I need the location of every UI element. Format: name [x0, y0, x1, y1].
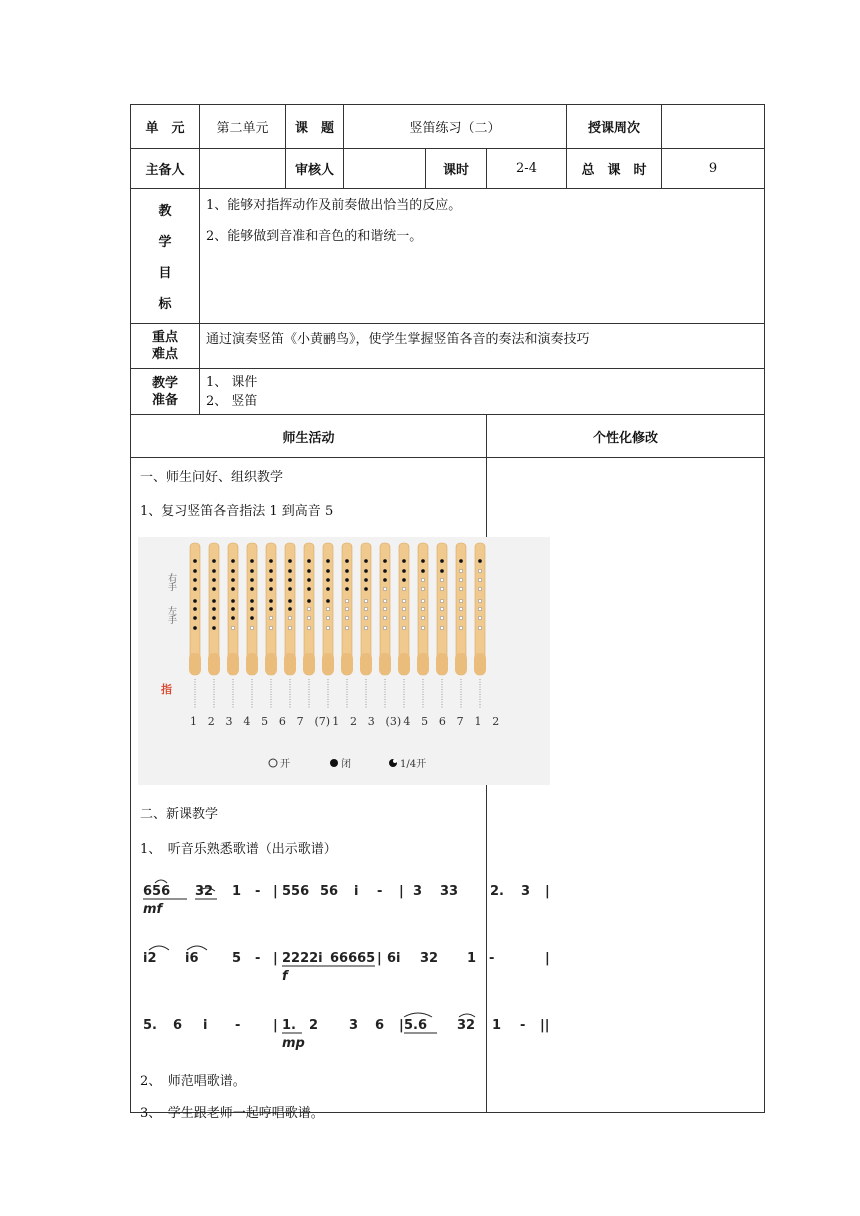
total-hours-value: 9	[662, 149, 765, 189]
unit-value: 第二单元	[200, 105, 286, 149]
recorder-bell	[474, 653, 486, 675]
finger-hole	[402, 578, 406, 582]
finger-hole	[345, 626, 349, 630]
finger-hole	[212, 599, 216, 603]
finger-hole	[193, 587, 197, 591]
finger-hole	[421, 569, 425, 573]
finger-hole	[459, 587, 463, 591]
preparation-label: 教学 准备	[131, 369, 200, 415]
recorder-bell	[227, 653, 239, 675]
finger-hole	[402, 626, 406, 630]
finger-hole	[231, 607, 235, 611]
svg-text:i6: i6	[185, 951, 199, 966]
left-hand-label: 左手	[166, 606, 176, 624]
finger-hole	[269, 626, 273, 630]
legend-closed: 闭	[341, 759, 351, 770]
finger-hole	[269, 616, 273, 620]
activity-content	[131, 458, 550, 1121]
activity-header: 师生活动	[131, 415, 487, 458]
finger-hole	[459, 616, 463, 620]
finger-hole	[402, 559, 406, 563]
finger-hole	[383, 559, 387, 563]
svg-text:-: -	[235, 1018, 241, 1033]
svg-text:5.6: 5.6	[404, 1018, 428, 1033]
goals-label: 教 学 目 标	[131, 189, 200, 324]
svg-text:5: 5	[232, 951, 242, 966]
finger-hole	[383, 569, 387, 573]
finger-hole	[288, 599, 292, 603]
note-label: 5	[261, 715, 269, 728]
svg-text:-: -	[255, 951, 261, 966]
finger-hole	[250, 599, 254, 603]
svg-text:656: 656	[143, 884, 171, 899]
finger-hole	[193, 599, 197, 603]
finger-hole	[193, 626, 197, 630]
finger-hole	[478, 626, 482, 630]
total-hours-label: 总 课 时	[567, 149, 662, 189]
finger-hole	[250, 578, 254, 582]
svg-text:|: |	[273, 951, 278, 966]
finger-hole	[364, 599, 368, 603]
finger-hole	[250, 626, 254, 630]
legend-open: 开	[280, 759, 290, 770]
finger-hole	[193, 578, 197, 582]
personalization-content	[487, 458, 765, 1113]
note-label: 2	[350, 715, 357, 728]
recorder-bell	[379, 653, 391, 675]
preparer-value	[200, 149, 286, 189]
finger-hole	[421, 616, 425, 620]
finger-hole	[307, 607, 311, 611]
finger-hole	[364, 578, 368, 582]
finger-hole	[307, 578, 311, 582]
finger-hole	[383, 599, 387, 603]
finger-hole	[345, 607, 349, 611]
svg-text:i2: i2	[143, 951, 157, 966]
finger-hole	[288, 569, 292, 573]
personalization-header: 个性化修改	[487, 415, 765, 458]
svg-text:|: |	[273, 884, 278, 899]
finger-hole	[383, 578, 387, 582]
step-listen-score: 1、 听音乐熟悉歌谱（出示歌谱）	[140, 842, 337, 857]
note-label: (7)	[314, 715, 331, 728]
finger-hole	[459, 626, 463, 630]
note-label: 6	[438, 715, 446, 728]
finger-hole	[421, 599, 425, 603]
finger-hole	[250, 616, 254, 620]
finger-hole	[402, 607, 406, 611]
goal-item: 2、能够做到音准和音色的和谐统一。	[206, 229, 423, 244]
legend-quarter: 1/4开	[400, 759, 427, 770]
finger-hole	[326, 587, 330, 591]
finger-hole	[231, 599, 235, 603]
finger-hole	[250, 569, 254, 573]
finger-hole	[307, 616, 311, 620]
unit-label: 单 元	[131, 105, 200, 149]
dynamic-f: f	[282, 969, 288, 984]
preparation-item: 2、 竖笛	[206, 393, 258, 409]
finger-hole	[383, 607, 387, 611]
finger-hole	[326, 559, 330, 563]
svg-text:32: 32	[457, 1018, 476, 1033]
note-label: 7	[296, 715, 304, 728]
finger-hole	[478, 569, 482, 573]
finger-hole	[440, 559, 444, 563]
finger-hole	[326, 607, 330, 611]
finger-hole	[345, 616, 349, 620]
finger-hole	[269, 599, 273, 603]
section-greeting: 一、师生问好、组织教学	[140, 470, 284, 485]
finger-hole	[307, 587, 311, 591]
finger-hole	[383, 616, 387, 620]
finger-hole	[364, 587, 368, 591]
finger-hole	[250, 559, 254, 563]
finger-hole	[345, 578, 349, 582]
finger-hole	[307, 569, 311, 573]
recorder-bell	[398, 653, 410, 675]
note-label: 2	[207, 715, 215, 728]
finger-hole	[231, 616, 235, 620]
note-label: 1	[474, 715, 482, 728]
finger-hole	[383, 626, 387, 630]
finger-hole	[288, 578, 292, 582]
recorder-bell	[265, 653, 277, 675]
note-label: 7	[456, 715, 464, 728]
finger-hole	[326, 569, 330, 573]
step-students-hum: 3、 学生跟老师一起哼唱歌谱。	[140, 1106, 324, 1121]
svg-text:-: -	[255, 884, 261, 899]
finger-hole	[440, 569, 444, 573]
finger-hole	[250, 607, 254, 611]
recorder-bell	[455, 653, 467, 675]
finger-hole	[326, 626, 330, 630]
svg-text:556: 556	[282, 884, 310, 899]
finger-hole	[440, 599, 444, 603]
svg-text:3: 3	[521, 884, 531, 899]
finger-hole	[421, 559, 425, 563]
finger-hole	[193, 616, 197, 620]
finger-label: 指	[161, 683, 172, 696]
note-label: 3	[367, 715, 375, 728]
finger-hole	[364, 607, 368, 611]
finger-hole	[345, 569, 349, 573]
svg-text:|: |	[377, 951, 382, 966]
note-label: (3)	[385, 715, 402, 728]
finger-hole	[212, 607, 216, 611]
week-label: 授课周次	[567, 105, 662, 149]
finger-hole	[288, 587, 292, 591]
finger-hole	[421, 626, 425, 630]
recorder-bell	[303, 653, 315, 675]
week-value	[662, 105, 765, 149]
preparation-content	[200, 369, 765, 415]
finger-hole	[440, 607, 444, 611]
preparation-item: 1、 课件	[206, 374, 258, 390]
finger-hole	[326, 599, 330, 603]
finger-hole	[307, 626, 311, 630]
svg-text:||: ||	[540, 1018, 550, 1033]
svg-text:6i: 6i	[387, 951, 401, 966]
reviewer-value	[344, 149, 426, 189]
finger-hole	[345, 559, 349, 563]
finger-hole	[459, 578, 463, 582]
open-hole-icon	[269, 759, 277, 767]
finger-hole	[231, 626, 235, 630]
finger-hole	[269, 607, 273, 611]
svg-text:2222i: 2222i	[282, 951, 323, 966]
finger-hole	[250, 587, 254, 591]
finger-hole	[212, 559, 216, 563]
svg-text:|: |	[545, 951, 550, 966]
finger-hole	[421, 607, 425, 611]
finger-hole	[345, 587, 349, 591]
svg-text:32: 32	[420, 951, 439, 966]
finger-hole	[364, 626, 368, 630]
closed-hole-icon	[330, 759, 338, 767]
note-label: 3	[225, 715, 233, 728]
svg-text:1: 1	[232, 884, 242, 899]
finger-hole	[212, 616, 216, 620]
finger-hole	[231, 559, 235, 563]
preparer-label: 主备人	[131, 149, 200, 189]
svg-text:|: |	[399, 884, 404, 899]
finger-hole	[402, 616, 406, 620]
finger-hole	[288, 607, 292, 611]
finger-hole	[345, 599, 349, 603]
svg-text:-: -	[520, 1018, 526, 1033]
finger-hole	[421, 578, 425, 582]
svg-text:3: 3	[413, 884, 423, 899]
key-points-label: 重点 难点	[131, 324, 200, 369]
svg-text:66665: 66665	[330, 951, 376, 966]
finger-hole	[288, 616, 292, 620]
finger-hole	[478, 578, 482, 582]
svg-text:32: 32	[195, 884, 214, 899]
legend	[269, 757, 426, 770]
hours-label: 课时	[426, 149, 487, 189]
note-label: 1	[190, 715, 197, 728]
finger-hole	[212, 578, 216, 582]
recorder-bell	[284, 653, 296, 675]
finger-hole	[326, 616, 330, 620]
dynamic-mp: mp	[282, 1036, 305, 1051]
note-label: 4	[243, 715, 251, 728]
finger-hole	[402, 587, 406, 591]
finger-hole	[212, 587, 216, 591]
finger-hole	[231, 578, 235, 582]
finger-hole	[364, 559, 368, 563]
step-teacher-sings: 2、 师范唱歌谱。	[140, 1074, 246, 1089]
note-label: 6	[278, 715, 286, 728]
hours-value: 2-4	[487, 149, 567, 189]
svg-text:-: -	[489, 951, 495, 966]
finger-hole	[459, 559, 463, 563]
recorder-bell	[189, 653, 201, 675]
finger-hole	[440, 578, 444, 582]
note-label: 1	[332, 715, 340, 728]
finger-hole	[440, 626, 444, 630]
finger-hole	[193, 607, 197, 611]
finger-hole	[440, 616, 444, 620]
finger-hole	[459, 569, 463, 573]
note-label: 2	[492, 715, 500, 728]
finger-hole	[231, 587, 235, 591]
svg-text:|: |	[545, 884, 550, 899]
finger-hole	[269, 587, 273, 591]
note-label: 4	[403, 715, 411, 728]
goals-content	[200, 189, 765, 324]
finger-hole	[402, 569, 406, 573]
finger-hole	[440, 587, 444, 591]
finger-hole	[288, 626, 292, 630]
finger-hole	[478, 599, 482, 603]
finger-hole	[269, 569, 273, 573]
finger-hole	[193, 559, 197, 563]
svg-text:|: |	[273, 1018, 278, 1033]
finger-hole	[326, 578, 330, 582]
svg-text:6: 6	[173, 1018, 183, 1033]
svg-text:|: |	[399, 1018, 404, 1033]
finger-hole	[459, 607, 463, 611]
right-hand-label: 右手	[166, 573, 176, 591]
recorder-bell	[360, 653, 372, 675]
finger-hole	[231, 569, 235, 573]
svg-text:2: 2	[309, 1018, 319, 1033]
reviewer-label: 审核人	[286, 149, 344, 189]
finger-hole	[478, 559, 482, 563]
finger-hole	[307, 559, 311, 563]
dynamic-mf: mf	[143, 902, 163, 917]
finger-hole	[383, 587, 387, 591]
svg-text:6: 6	[375, 1018, 385, 1033]
svg-text:56: 56	[320, 884, 339, 899]
svg-text:1: 1	[492, 1018, 502, 1033]
recorder-bell	[341, 653, 353, 675]
finger-hole	[478, 607, 482, 611]
topic-value: 竖笛练习（二）	[344, 105, 567, 149]
key-points-text: 通过演奏竖笛《小黄鹂鸟》，使学生掌握竖笛各音的奏法和演奏技巧	[200, 324, 765, 369]
svg-text:2.: 2.	[490, 884, 504, 899]
recorder-bell	[322, 653, 334, 675]
finger-hole	[288, 559, 292, 563]
finger-hole	[421, 587, 425, 591]
svg-text:i: i	[354, 884, 359, 899]
finger-hole	[269, 559, 273, 563]
finger-hole	[478, 587, 482, 591]
recorder-bell	[208, 653, 220, 675]
svg-text:-: -	[377, 884, 383, 899]
section-new-lesson: 二、新课教学	[140, 807, 219, 822]
topic-label: 课 题	[286, 105, 344, 149]
finger-hole	[307, 599, 311, 603]
svg-text:i: i	[203, 1018, 208, 1033]
finger-hole	[212, 626, 216, 630]
finger-hole	[459, 599, 463, 603]
finger-hole	[193, 569, 197, 573]
finger-hole	[478, 616, 482, 620]
recorder-bell	[246, 653, 258, 675]
recorder-bell	[417, 653, 429, 675]
step-review-fingering: 1、复习竖笛各音指法 1 到高音 5	[140, 504, 334, 519]
svg-text:33: 33	[440, 884, 459, 899]
svg-text:3: 3	[349, 1018, 359, 1033]
finger-hole	[364, 569, 368, 573]
svg-text:1: 1	[467, 951, 477, 966]
note-label: 5	[421, 715, 429, 728]
finger-hole	[364, 616, 368, 620]
finger-hole	[269, 578, 273, 582]
svg-text:5.: 5.	[143, 1018, 157, 1033]
svg-text:1.: 1.	[282, 1018, 296, 1033]
lesson-plan-table	[130, 104, 765, 1121]
finger-hole	[402, 599, 406, 603]
recorder-bell	[436, 653, 448, 675]
goal-item: 1、能够对指挥动作及前奏做出恰当的反应。	[206, 198, 462, 213]
finger-hole	[212, 569, 216, 573]
